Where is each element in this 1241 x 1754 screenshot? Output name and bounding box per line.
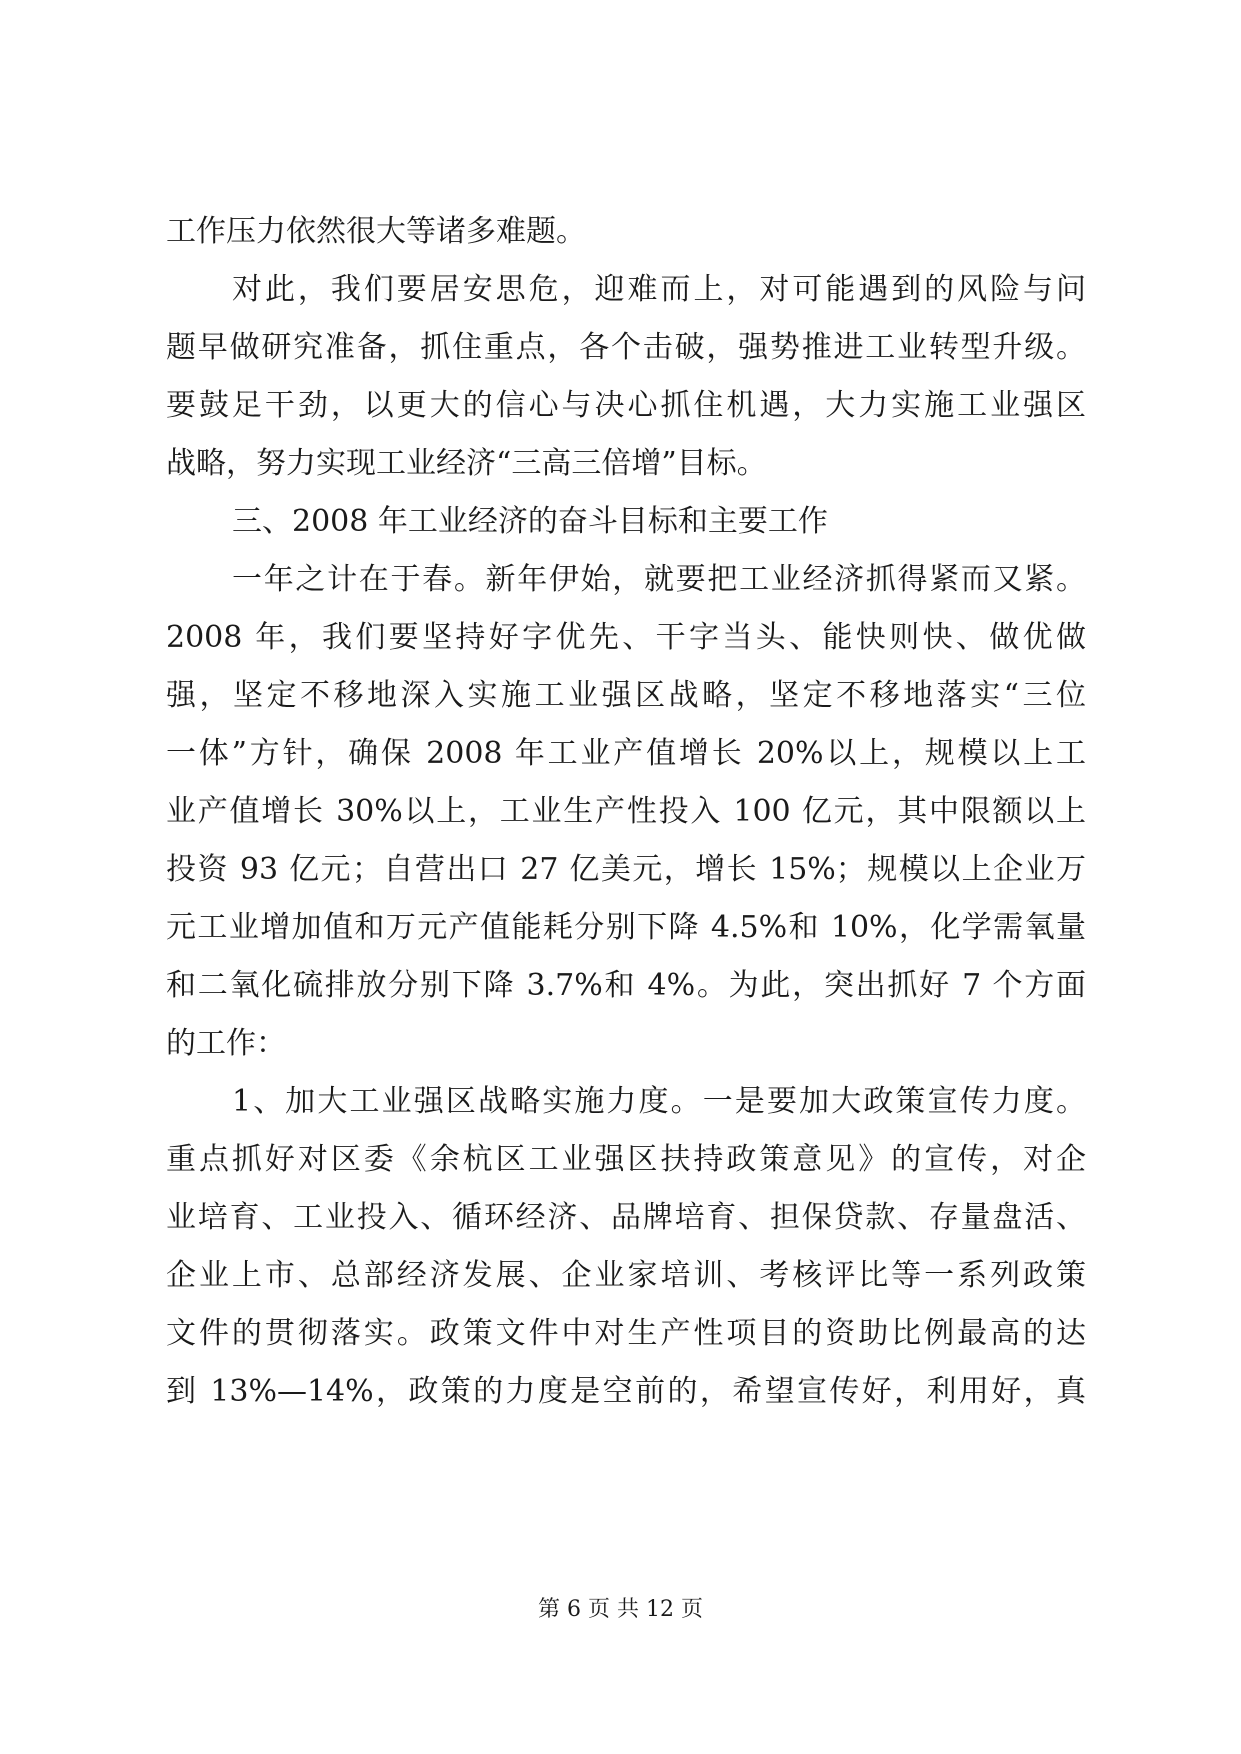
page-number-footer: 第 6 页 共 12 页: [538, 1597, 703, 1622]
body-text-line: 工作压力依然很大等诸多难题。: [166, 214, 586, 249]
body-text-line: 要鼓足干劲，以更大的信心与决心抓住机遇，大力实施工业强区: [166, 388, 1086, 423]
body-text-line: 到 13%—14%，政策的力度是空前的，希望宣传好，利用好，真: [166, 1374, 1086, 1409]
body-text-line: 文件的贯彻落实。政策文件中对生产性项目的资助比例最高的达: [166, 1316, 1086, 1351]
body-text-line: 业培育、工业投入、循环经济、品牌培育、担保贷款、存量盘活、: [166, 1200, 1086, 1235]
paragraph-first-line: 对此，我们要居安思危，迎难而上，对可能遇到的风险与问: [232, 272, 1086, 307]
paragraph-first-line: 1、加大工业强区战略实施力度。一是要加大政策宣传力度。: [232, 1084, 1086, 1119]
paragraph-first-line: 一年之计在于春。新年伊始，就要把工业经济抓得紧而又紧。: [232, 562, 1086, 597]
body-text-line: 2008 年，我们要坚持好字优先、干字当头、能快则快、做优做: [166, 620, 1086, 655]
body-text-line: 强，坚定不移地深入实施工业强区战略，坚定不移地落实“三位: [166, 678, 1086, 713]
body-text-line: 重点抓好对区委《余杭区工业强区扶持政策意见》的宣传，对企: [166, 1142, 1086, 1177]
body-text-line: 元工业增加值和万元产值能耗分别下降 4.5%和 10%，化学需氧量: [166, 910, 1086, 945]
body-text-line: 企业上市、总部经济发展、企业家培训、考核评比等一系列政策: [166, 1258, 1086, 1293]
body-text-line: 投资 93 亿元；自营出口 27 亿美元，增长 15%；规模以上企业万: [166, 852, 1086, 887]
body-text-line: 业产值增长 30%以上，工业生产性投入 100 亿元，其中限额以上: [166, 794, 1086, 829]
body-text-line: 题早做研究准备，抓住重点，各个击破，强势推进工业转型升级。: [166, 330, 1086, 365]
body-text-line: 一体”方针，确保 2008 年工业产值增长 20%以上，规模以上工: [166, 736, 1086, 771]
body-text-line: 战略，努力实现工业经济“三高三倍增”目标。: [166, 446, 767, 481]
body-text-line: 和二氧化硫排放分别下降 3.7%和 4%。为此，突出抓好 7 个方面: [166, 968, 1086, 1003]
body-text-line: 的工作：: [166, 1026, 286, 1061]
section-heading: 三、2008 年工业经济的奋斗目标和主要工作: [232, 504, 828, 539]
